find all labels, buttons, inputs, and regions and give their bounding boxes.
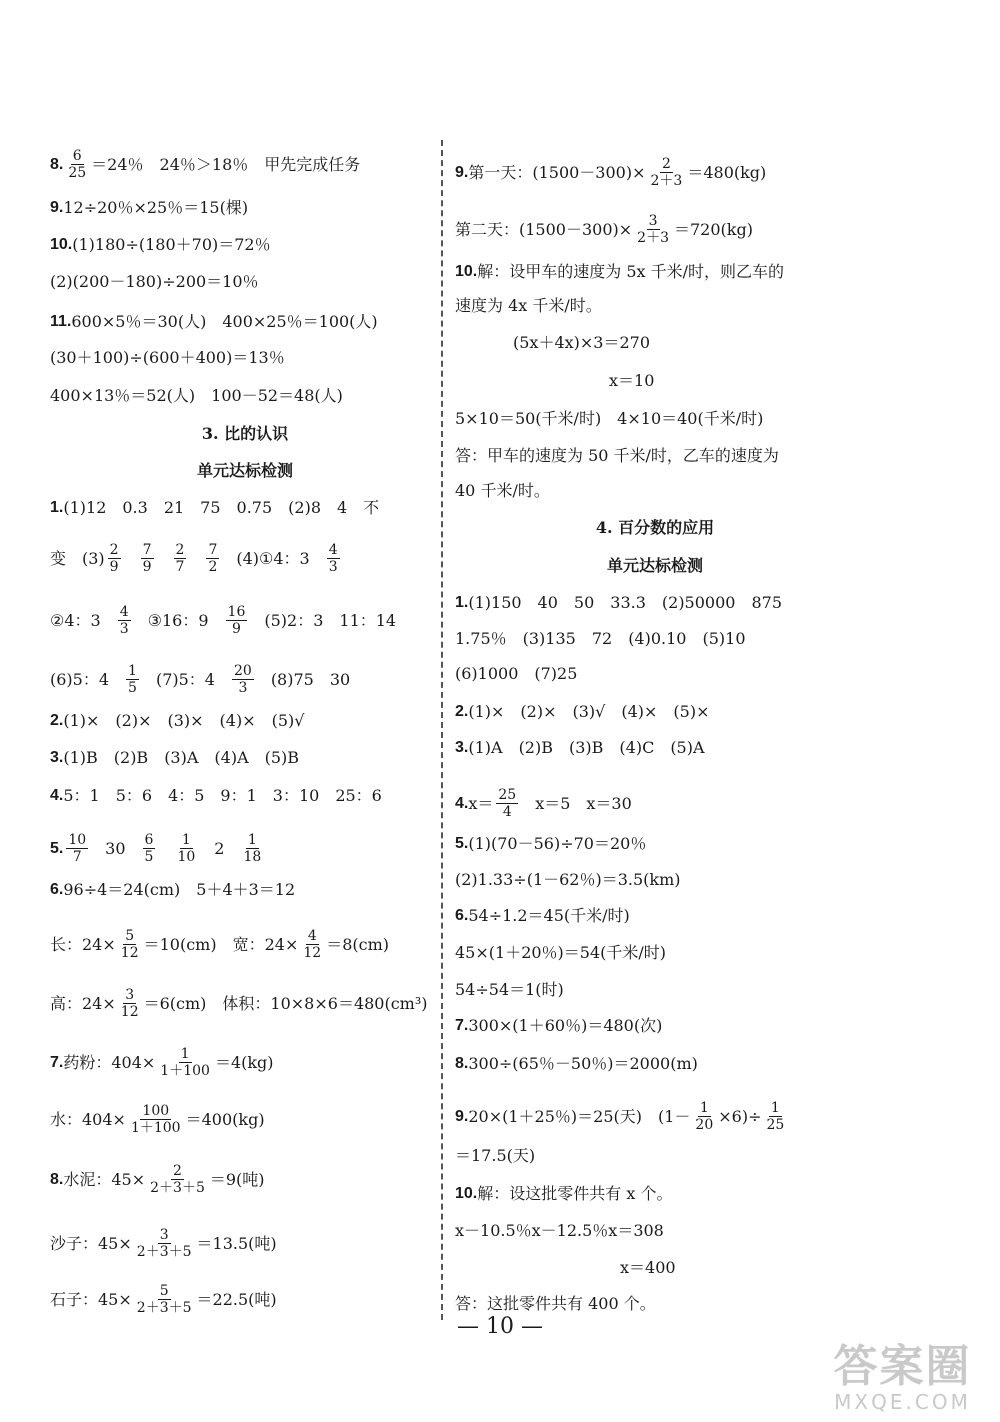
right-u5-line2: (2)1.33÷(1－62％)＝3.5(km) xyxy=(455,870,681,889)
right-u2: 2. (1)× (2)× (3)√ (4)× (5)× xyxy=(455,702,710,721)
right-u10-line4: 答：这批零件共有 400 个。 xyxy=(455,1294,656,1313)
column-divider xyxy=(441,140,443,1320)
right-q10-line5: 5×10＝50(千米/时) 4×10＝40(千米/时) xyxy=(455,409,764,428)
right-q10-line3: (5x＋4x)×3＝270 xyxy=(513,333,651,352)
left-q10-line1: 10. (1)180÷(180＋70)＝72％ xyxy=(50,235,271,254)
right-q10-line1: 10. 解：设甲车的速度为 5x 千米/时，则乙车的 xyxy=(455,262,785,281)
right-u6-line2: 45×(1＋20％)＝54(千米/时) xyxy=(455,943,667,962)
right-u4: 4. x＝ $\frac{25}{4}$ x＝5 x＝30 xyxy=(455,787,632,820)
left-u7-line1: 7. 药粉：404× $\frac{1}{1+100}$ ＝4(kg) xyxy=(50,1046,274,1079)
left-u8-line2: 沙子：45× $\frac{3}{2+3+5}$ ＝13.5(吨) xyxy=(50,1227,277,1260)
left-q11-line2: (30＋100)÷(600＋400)＝13％ xyxy=(50,348,285,367)
left-u4: 4. 5：1 5：6 4：5 9：1 3：10 25：6 xyxy=(50,786,382,805)
right-u10-line3: x＝400 xyxy=(620,1258,676,1277)
left-u6-line2: 长：24× $\frac{5}{12}$ ＝10(cm) 宽：24× $\frac{4}{12}$ ＝8(cm) xyxy=(50,928,389,961)
section-title-ratio: 3. 比的认识 xyxy=(201,424,289,443)
right-q9-line1: 9. 第一天：(1500－300)× $\frac{2}{2+3}$ ＝480(kg) xyxy=(455,156,767,189)
unit-title-left: 单元达标检测 xyxy=(196,461,293,480)
left-u6-line3: 高：24× $\frac{3}{12}$ ＝6(cm) 体积：10×8×6＝480(cm³) xyxy=(50,987,428,1020)
right-u1-line3: (6)1000 (7)25 xyxy=(455,664,578,683)
section-title-percent: 4. 百分数的应用 xyxy=(595,518,715,537)
right-q9-line2: 第二天：(1500－300)× $\frac{3}{2+3}$ ＝720(kg) xyxy=(455,213,753,246)
left-u1-line2: 变 (3) $\frac{2}{9}$ $\frac{7}{9}$ $\frac{2}{7}$ $\frac{7}{2}$ (4)①4：3 $\frac{4}{3}$ xyxy=(50,542,338,575)
right-u10-line2: x－10.5％x－12.5％x＝308 xyxy=(455,1221,664,1240)
right-u8: 8. 300÷(65％－50％)＝2000(m) xyxy=(455,1054,698,1073)
right-q10-line6: 答：甲车的速度为 50 千米/时，乙车的速度为 xyxy=(455,446,779,465)
left-q11-line3: 400×13％＝52(人) 100－52＝48(人) xyxy=(50,386,343,405)
left-q11-line1: 11. 600×5％＝30(人) 400×25％＝100(人) xyxy=(50,312,378,331)
right-u9-line2: ＝17.5(天) xyxy=(455,1146,536,1165)
watermark-text: 答案圈 xyxy=(833,1341,972,1392)
left-u6-line1: 6. 96÷4＝24(cm) 5＋4＋3＝12 xyxy=(50,880,296,899)
right-u1-line1: 1. (1)150 40 50 33.3 (2)50000 875 xyxy=(455,593,782,612)
right-u6-line1: 6. 54÷1.2＝45(千米/时) xyxy=(455,906,630,925)
fraction: $\frac{6}{25}$ xyxy=(68,148,87,181)
right-u5-line1: 5. (1)(70－56)÷70＝20％ xyxy=(455,834,647,853)
right-u10-line1: 10. 解：设这批零件共有 x 个。 xyxy=(455,1184,673,1203)
left-u1-line1: 1. (1)12 0.3 21 75 0.75 (2)8 4 不 xyxy=(50,498,380,517)
page-number: — 10 — xyxy=(457,1314,543,1339)
unit-title-right: 单元达标检测 xyxy=(606,556,703,575)
watermark-url: MXQE.COM xyxy=(834,1390,971,1414)
left-u5: 5. $\frac{10}{7}$ 30 $\frac{6}{5}$ $\frac{1}{10}$ 2 $\frac{1}{18}$ xyxy=(50,832,262,865)
left-q9: 9. 12÷20％×25％＝15(棵) xyxy=(50,198,249,217)
left-u3: 3. (1)B (2)B (3)A (4)A (5)B xyxy=(50,748,300,767)
right-q10-line4: x＝10 xyxy=(609,371,655,390)
left-q8: 8. $\frac{6}{25}$ ＝24％ 24％＞18％ 甲先完成任务 xyxy=(50,148,361,181)
right-u3: 3. (1)A (2)B (3)B (4)C (5)A xyxy=(455,738,705,757)
right-q10-line2: 速度为 4x 千米/时。 xyxy=(455,296,602,315)
right-u6-line3: 54÷54＝1(时) xyxy=(455,980,564,999)
watermark-logo xyxy=(815,1341,990,1414)
left-u1-line3: ②4：3 $\frac{4}{3}$ ③16：9 $\frac{16}{9}$ (5)2：3 11：14 xyxy=(50,604,397,637)
right-u9-line1: 9. 20×(1＋25％)＝25(天) (1－ $\frac{1}{20}$ ×6)÷ $\frac{1}{25}$ xyxy=(455,1100,785,1133)
right-u1-line2: 1.75％ (3)135 72 (4)0.10 (5)10 xyxy=(455,629,746,648)
left-u8-line1: 8. 水泥：45× $\frac{2}{2+3+5}$ ＝9(吨) xyxy=(50,1163,265,1196)
left-u8-line3: 石子：45× $\frac{5}{2+3+5}$ ＝22.5(吨) xyxy=(50,1283,277,1316)
left-u1-line4: (6)5：4 $\frac{1}{5}$ (7)5：4 $\frac{20}{3}$ (8)75 30 xyxy=(50,663,351,696)
left-u7-line2: 水：404× $\frac{100}{1+100}$ ＝400(kg) xyxy=(50,1103,265,1136)
right-q10-line7: 40 千米/时。 xyxy=(455,481,550,500)
right-u7: 7. 300×(1＋60％)＝480(次) xyxy=(455,1016,663,1035)
left-q10-line2: (2)(200－180)÷200＝10％ xyxy=(50,272,259,291)
left-u2: 2. (1)× (2)× (3)× (4)× (5)√ xyxy=(50,711,305,730)
